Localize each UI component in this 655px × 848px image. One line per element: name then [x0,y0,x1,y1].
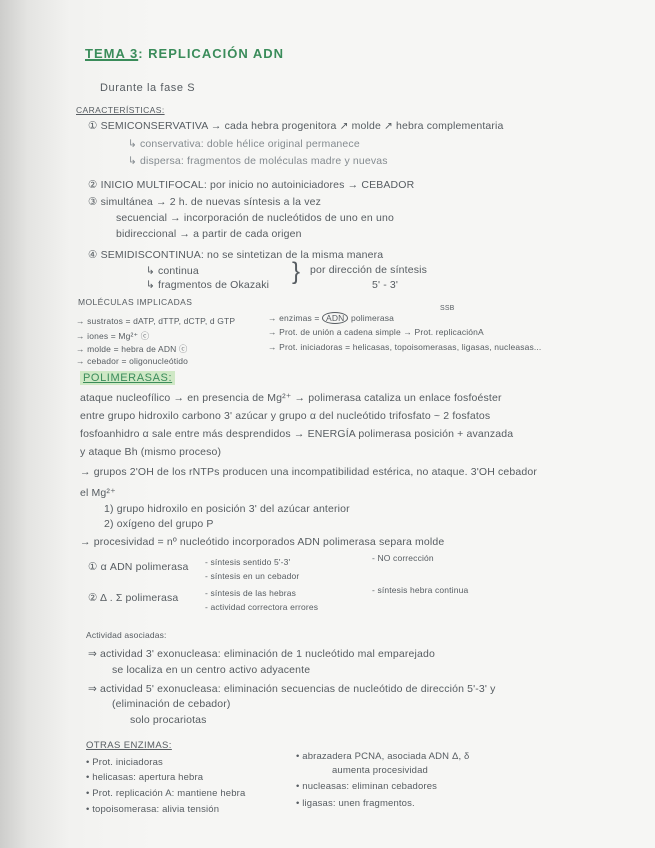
semiconservativa-line: ① SEMICONSERVATIVA → cada hebra progenitora ↗ molde ↗ hebra complementaria [88,120,504,132]
iones-item: → iones = Mg²⁺ ⓒ [76,331,150,341]
polimerasa-alfa-detail: - síntesis sentido 5'-3' [205,557,291,567]
page-title [85,46,284,61]
exonucleasa-5-only: solo procariotas [130,714,207,726]
asociadas-heading: Actividad asociadas: [86,630,167,640]
polimerasa-alfa-label: ① α ADN polimerasa [88,561,189,573]
paragraph-line: entre grupo hidroxilo carbono 3' azúcar y grupo α del nucleótido trifosfato ~ 2 fosfatos [80,410,491,422]
ssb-note: SSB [440,305,455,312]
mg-item: 2) oxígeno del grupo P [104,518,214,530]
secuencial-line: secuencial → incorporación de nucleótidos de uno en uno [116,212,394,224]
mg-item: 1) grupo hidroxilo en posición 3' del azúcar anterior [104,503,350,515]
paragraph-line: y ataque Bh (mismo proceso) [80,446,222,458]
direccion-note: por dirección de síntesis [310,264,427,276]
enzimas-prefix: → enzimas = [268,313,320,323]
paragraph-line: ataque nucleofílico → en presencia de Mg²⁺ → polimerasa cataliza un enlace fosfoéster [80,392,502,404]
caracteristicas-heading: CARACTERÍSTICAS: [76,105,165,115]
page-subtitle: Durante la fase S [100,82,196,94]
otras-enzimas-heading: OTRAS ENZIMAS: [86,740,172,751]
exonucleasa-5-line: ⇒ actividad 5' exonucleasa: eliminación secuencias de nucleótido de dirección 5'-3' y [88,683,496,695]
otras-right-note: aumenta procesividad [332,765,428,776]
grupos-oh-line: → grupos 2'OH de los rNTPs producen una incompatibilidad estérica, no ataque. 3'OH cebador [80,466,538,478]
otras-left-item: • topoisomerasa: alivia tensión [86,804,220,815]
dispersa-line: ↳ dispersa: fragmentos de moléculas madre y nuevas [128,155,388,167]
otras-right-item: • nucleasas: eliminan cebadores [296,781,438,792]
otras-right-item: • abrazadera PCNA, asociada ADN Δ, δ [296,751,470,762]
enzimas-item [268,313,394,323]
sustratos-item: → sustratos = dATP, dTTP, dCTP, d GTP [76,316,236,326]
polimerasa-alfa-detail: - síntesis en un cebador [205,571,300,581]
title-topic-number: TEMA 3 [85,46,139,61]
iniciadoras-item: → Prot. iniciadoras = helicasas, topoisomerasas, ligasas, nucleasas... [268,342,542,352]
molde-item: → molde = hebra de ADN ⓒ [76,344,188,354]
inicio-multifocal-line: ② INICIO MULTIFOCAL: por inicio no autoiniciadores → CEBADOR [88,179,415,191]
simultanea-line: ③ simultánea → 2 h. de nuevas síntesis a la vez [88,196,321,208]
curly-brace: } [292,258,301,285]
otras-left-item: • helicasas: apertura hebra [86,772,204,783]
polimerasas-heading: POLIMERASAS: [80,371,175,385]
moleculas-heading: MOLÉCULAS IMPLICADAS [78,297,193,307]
conservativa-line: ↳ conservativa: doble hélice original permanece [128,138,360,150]
exonucleasa-3-note: se localiza en un centro activo adyacente [112,664,311,676]
exonucleasa-5-note: (eliminación de cebador) [112,698,231,710]
enzimas-suffix: polimerasa [350,313,395,323]
union-cadena-item: → Prot. de unión a cadena simple → Prot. replicaciónA [268,327,484,337]
polimerasa-delta-detail: - actividad correctora errores [205,602,319,612]
polimerasa-delta-label: ② Δ . Σ polimerasa [88,592,179,604]
polimerasa-delta-note: - síntesis hebra continua [372,585,469,595]
paragraph-line: fosfoanhidro α sale entre más desprendidos → ENERGÍA polimerasa posición + avanzada [80,428,514,440]
exonucleasa-3-line: ⇒ actividad 3' exonucleasa: eliminación de 1 nucleótido mal emparejado [88,648,436,660]
procesividad-line: → procesividad = nº nucleótido incorporados ADN polimerasa separa molde [80,536,445,548]
semidiscontinua-line: ④ SEMIDISCONTINUA: no se sintetizan de la misma manera [88,249,384,261]
adn-circled: ADN [322,312,348,324]
polimerasa-delta-detail: - síntesis de las hebras [205,588,297,598]
otras-left-item: • Prot. replicación A: mantiene hebra [86,788,246,799]
polimerasa-alfa-note: - NO corrección [372,553,434,563]
continua-line: ↳ continua [146,265,199,277]
sentido-note: 5' - 3' [372,279,399,291]
bidireccional-line: bidireccional → a partir de cada origen [116,228,302,240]
cebador-item: → cebador = oligonucleótido [76,356,189,366]
okazaki-line: ↳ fragmentos de Okazaki [146,279,270,291]
title-topic-name: : REPLICACIÓN ADN [138,46,284,61]
otras-right-item: • ligasas: unen fragmentos. [296,798,415,809]
mg-heading: el Mg²⁺ [80,487,116,499]
otras-left-item: • Prot. iniciadoras [86,757,163,768]
